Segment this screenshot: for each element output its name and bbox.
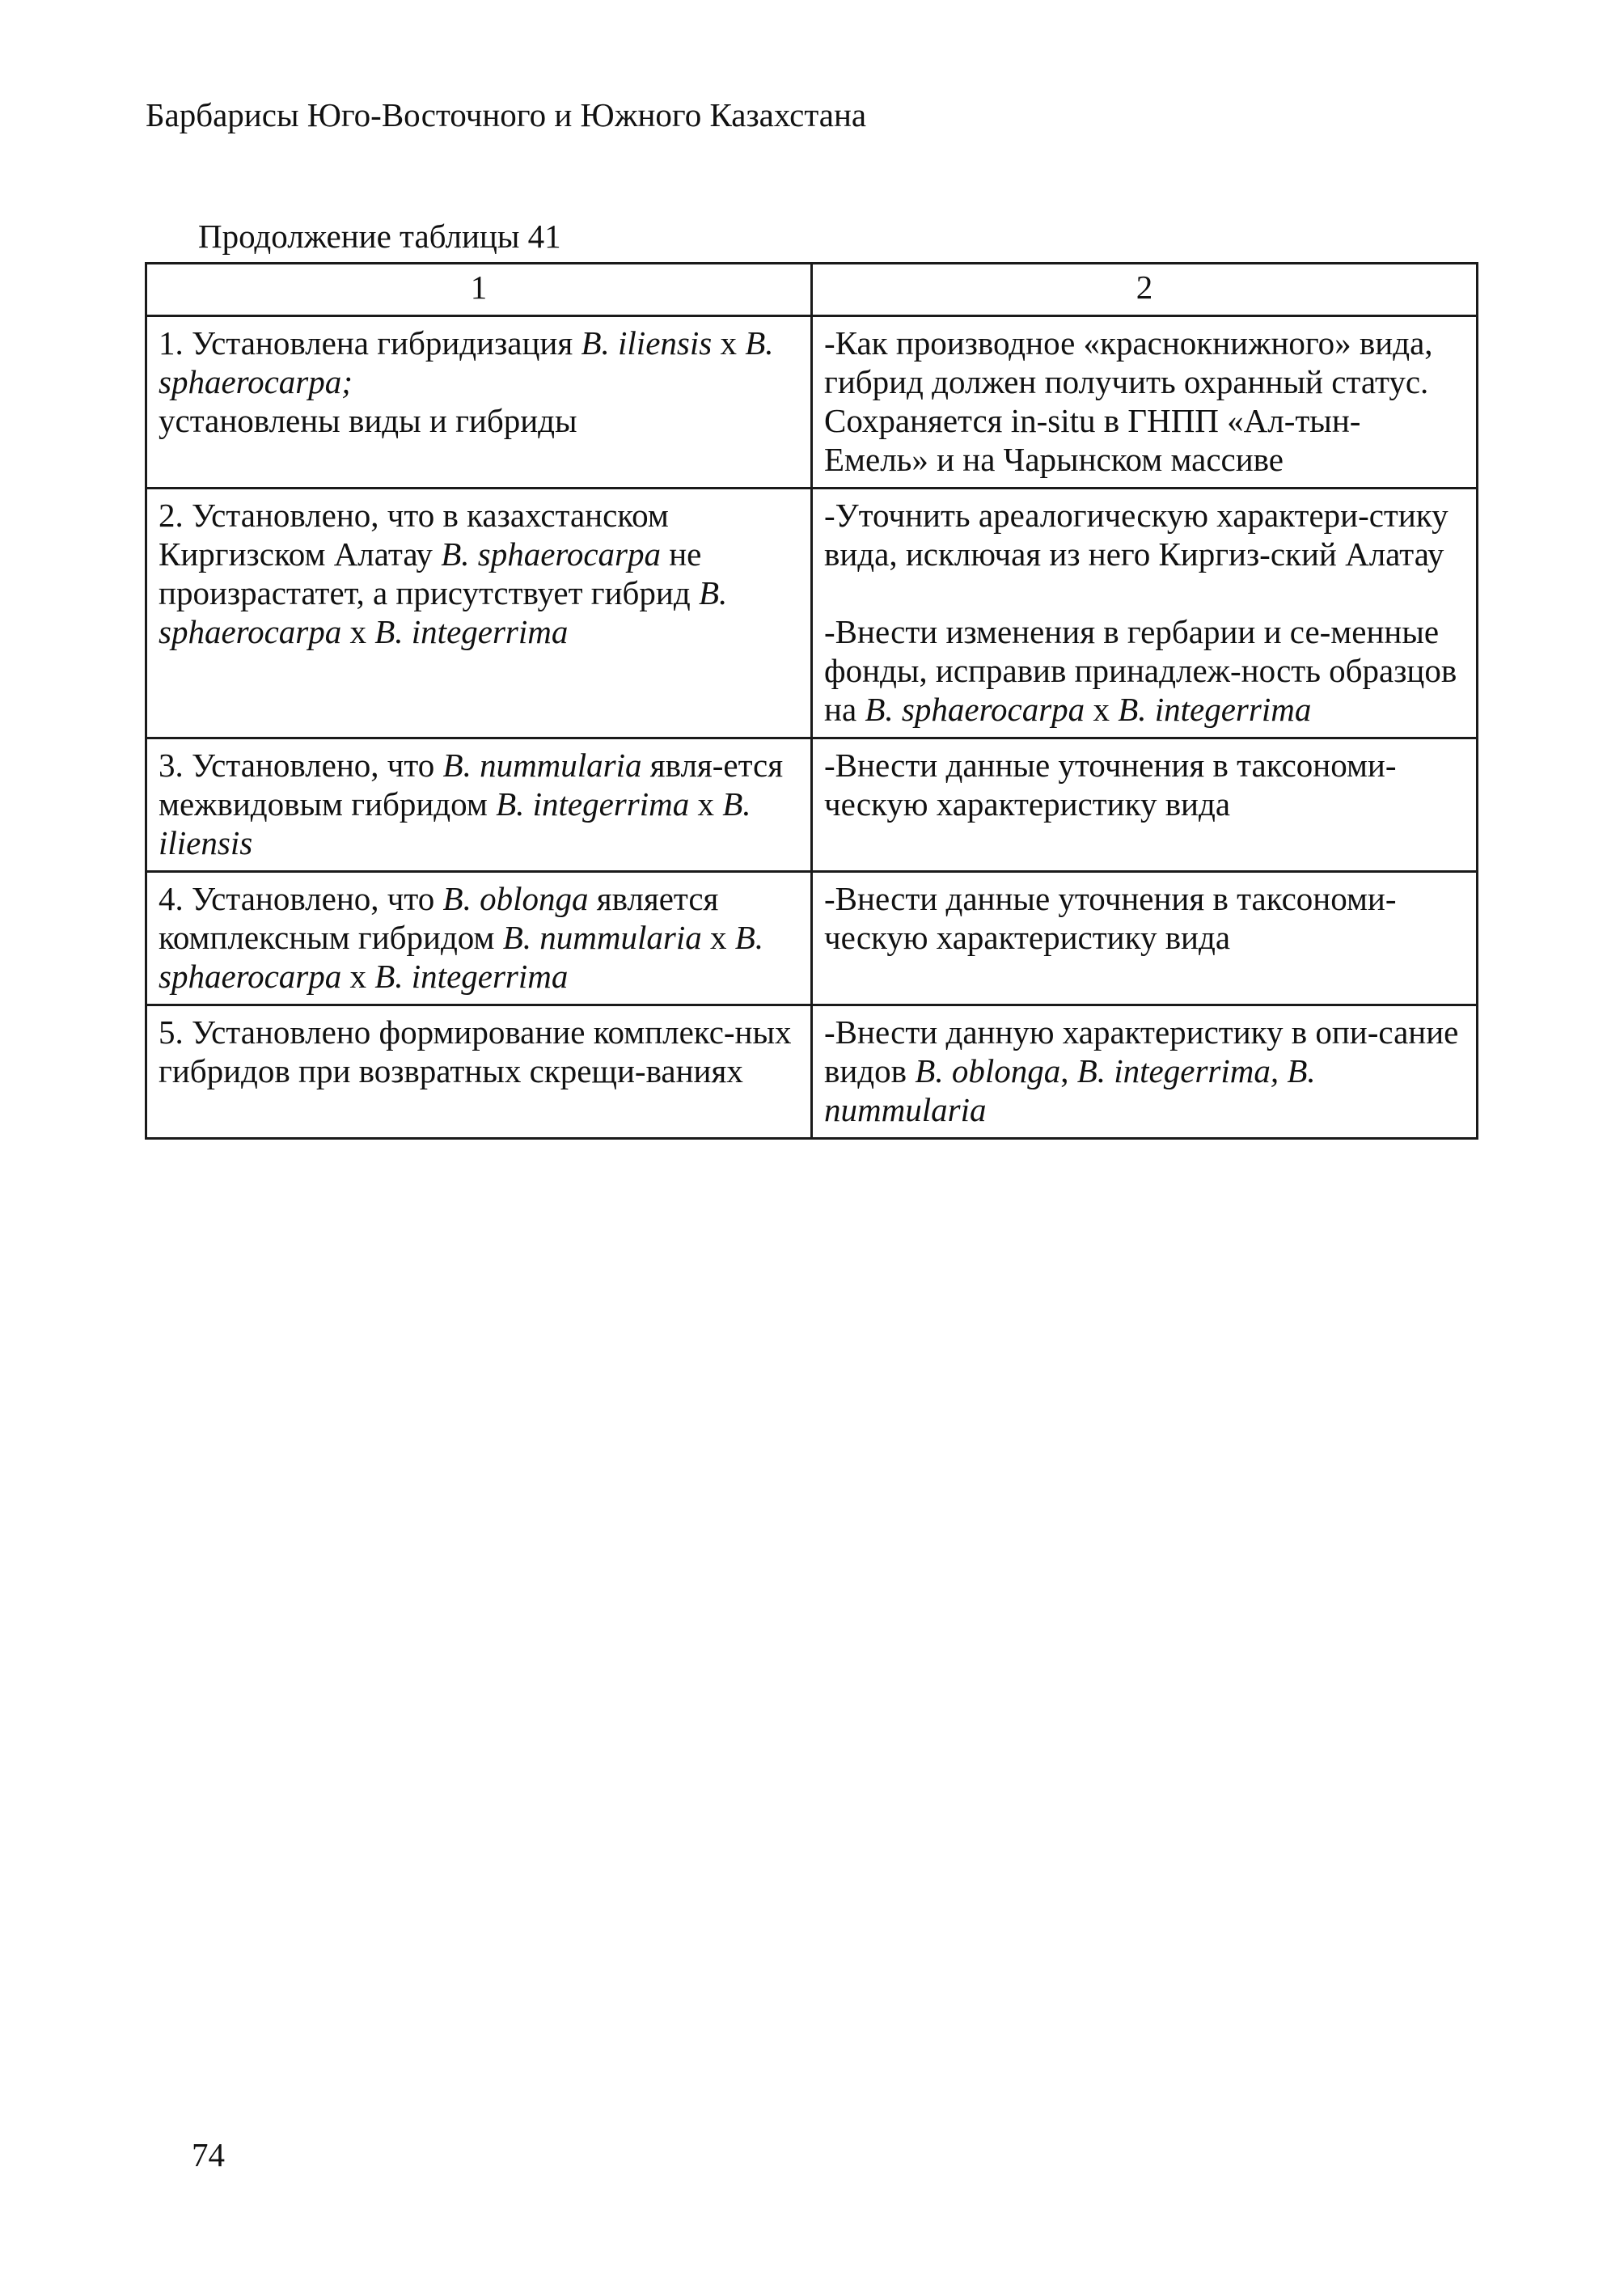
text-run: 4. Установлено, что (159, 880, 443, 917)
finding-cell (146, 489, 812, 738)
species-name: B. sphaerocarpa (159, 919, 764, 995)
text-run: x (1085, 691, 1119, 728)
species-name: B. oblonga (915, 1052, 1061, 1089)
text-run: , (1060, 1052, 1077, 1089)
cell-paragraph (824, 324, 1465, 479)
column-header-2: 2 (812, 264, 1478, 316)
cell-paragraph (824, 746, 1465, 823)
finding-cell (146, 872, 812, 1005)
table-row (146, 489, 1478, 738)
text-run: x (341, 958, 375, 995)
species-name: B. integerrima, B. nummularia (824, 1052, 1316, 1128)
text-run: -Внести данные уточнения в таксономи-ческую характеристику вида (824, 880, 1397, 956)
species-name: B. oblonga (442, 880, 589, 917)
finding-cell (146, 1005, 812, 1139)
table-row (146, 872, 1478, 1005)
text-run: 2. Установлено, что в казахстанском Киргизском Алатау (159, 497, 669, 573)
species-name: B. integerrima (496, 785, 690, 823)
species-name: B. sphaerocarpa (159, 574, 728, 650)
cell-paragraph (159, 1013, 799, 1090)
data-table (145, 262, 1478, 1140)
species-name: B. nummularia (442, 747, 642, 784)
table-header-row (146, 264, 1478, 316)
species-name: B. integerrima (374, 613, 569, 650)
text-run: x (701, 919, 735, 956)
text-run: не произрастатет, а присутствует гибрид (159, 535, 702, 611)
table-row (146, 1005, 1478, 1139)
cell-paragraph (159, 746, 799, 862)
text-run: является комплексным гибридом (159, 880, 719, 956)
text-run: x (689, 785, 723, 823)
species-name: B. iliensis (581, 324, 713, 362)
text-run: -Уточнить ареалогическую характери-стику вида, исключая из него Киргиз-ский Алатау (824, 497, 1448, 573)
text-run: -Внести данные уточнения в таксономи-ческую характеристику вида (824, 747, 1397, 823)
species-name: B. sphaerocarpa (865, 691, 1085, 728)
species-name: B. nummularia (502, 919, 702, 956)
text-run: 3. Установлено, что (159, 747, 443, 784)
text-run: -Внести данную характеристику в опи-сание видов (824, 1013, 1459, 1089)
text-run: -Как производное «краснокнижного» вида, гибрид должен получить охранный статус. Сохраняется in-situ в ГНПП «Ал-тын-Емель» и на Чарынском массиве (824, 324, 1433, 478)
finding-cell (146, 316, 812, 489)
cell-paragraph (824, 612, 1465, 729)
text-run: 5. Установлено формирование комплекс-ных гибридов при возвратных скрещи-ваниях (159, 1013, 792, 1089)
recommendation-cell (812, 738, 1478, 872)
cell-paragraph (824, 1013, 1465, 1129)
species-name: B. sphaerocarpa; (159, 324, 774, 400)
table-row (146, 738, 1478, 872)
cell-paragraph (159, 496, 799, 651)
recommendation-cell (812, 489, 1478, 738)
recommendation-cell (812, 316, 1478, 489)
cell-paragraph (824, 496, 1465, 573)
recommendation-cell (812, 872, 1478, 1005)
text-run: 1. Установлена гибридизация (159, 324, 582, 362)
text-run: установлены виды и гибриды (159, 402, 577, 439)
column-header-1: 1 (146, 264, 812, 316)
table-caption: Продолжение таблицы 41 (198, 218, 561, 255)
page-number: 74 (192, 2136, 225, 2173)
recommendation-cell (812, 1005, 1478, 1139)
species-name: B. iliensis (159, 785, 751, 861)
table-row (146, 316, 1478, 489)
cell-paragraph (159, 879, 799, 996)
text-run: x (712, 324, 746, 362)
text-run: -Внести изменения в гербарии и се-менные фонды, исправив принадлеж-ность образцов на (824, 613, 1457, 728)
species-name: B. integerrima (1118, 691, 1312, 728)
species-name: B. sphaerocarpa (441, 535, 661, 573)
species-name: B. integerrima (374, 958, 569, 995)
text-run: x (341, 613, 375, 650)
cell-paragraph (824, 879, 1465, 957)
finding-cell (146, 738, 812, 872)
running-head: Барбарисы Юго-Восточного и Южного Казахстана (146, 96, 867, 133)
text-run: явля-ется межвидовым гибридом (159, 747, 784, 823)
cell-paragraph (159, 324, 799, 440)
